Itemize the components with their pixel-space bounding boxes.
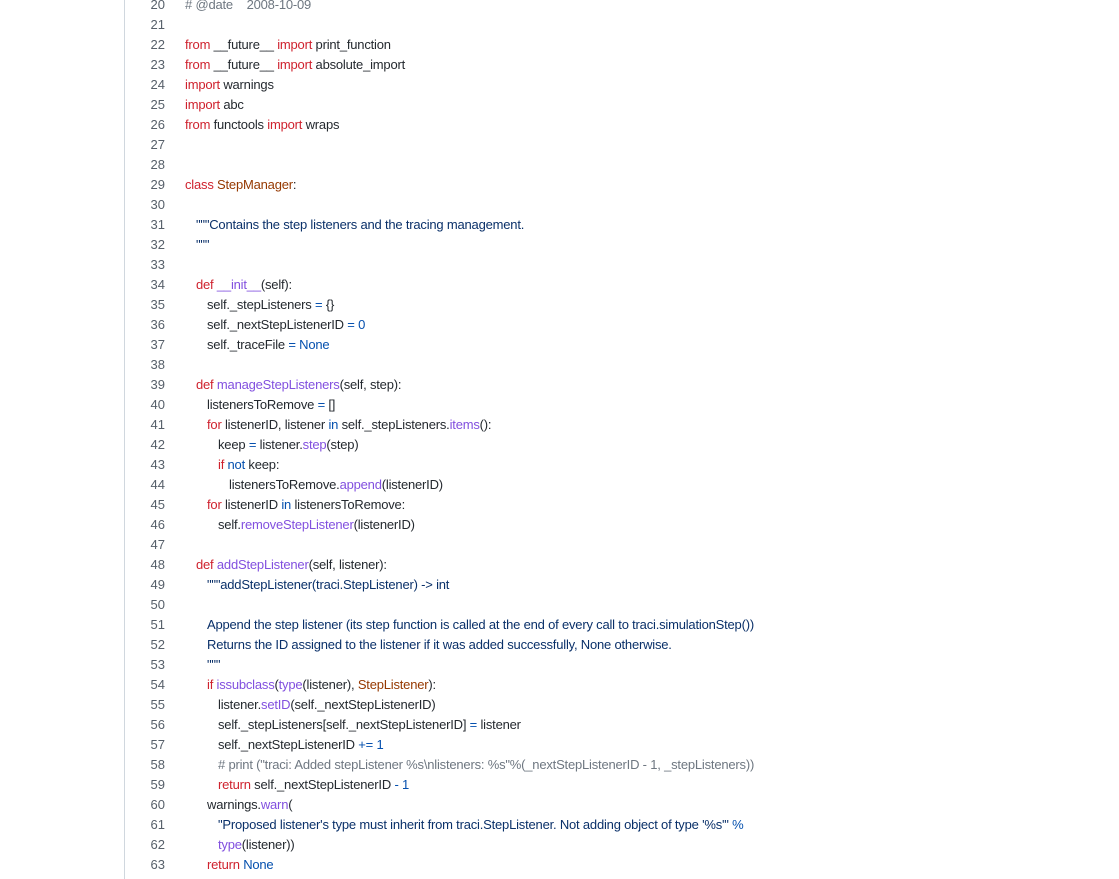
code-text (165, 655, 220, 675)
code-token: StepManager (217, 177, 293, 192)
code-text (165, 835, 294, 855)
code-text (165, 0, 311, 15)
code-token: (listenerID) (381, 477, 443, 492)
code-token: += (358, 737, 374, 752)
line-number[interactable]: 20 (150, 0, 165, 12)
code-text (165, 255, 185, 275)
code-token: (self, listener): (308, 557, 387, 572)
code-token: 0 (358, 317, 366, 332)
code-text (165, 575, 449, 595)
code-token: """ (196, 237, 210, 252)
code-token: import (267, 117, 303, 132)
code-line (125, 755, 1119, 775)
code-token: listenersToRemove: (291, 497, 405, 512)
code-line (125, 495, 1119, 515)
code-token: [] (324, 397, 336, 412)
line-number[interactable]: 58 (150, 757, 165, 772)
code-text (165, 75, 274, 95)
code-line (125, 475, 1119, 495)
code-token: = (248, 437, 257, 452)
line-number[interactable]: 28 (150, 157, 165, 172)
code-line (125, 715, 1119, 735)
code-token: = (315, 297, 323, 312)
code-line (125, 0, 1119, 15)
code-line (125, 315, 1119, 335)
code-text (165, 35, 391, 55)
code-line (125, 215, 1119, 235)
code-token: absolute_import (312, 57, 406, 72)
line-number[interactable]: 45 (150, 497, 165, 512)
line-number[interactable]: 56 (150, 717, 165, 732)
code-token: : (292, 177, 297, 192)
line-number[interactable]: 49 (150, 577, 165, 592)
line-number[interactable]: 61 (150, 817, 165, 832)
code-line (125, 815, 1119, 835)
code-text (165, 275, 292, 295)
code-token: Append the step listener (its step function is called at the end of every call to traci.simulationStep()) (207, 617, 754, 632)
code-token: in (281, 497, 292, 512)
code-line (125, 735, 1119, 755)
code-text (165, 335, 329, 355)
code-text (165, 395, 335, 415)
code-token: 1 (376, 737, 384, 752)
code-line (125, 55, 1119, 75)
code-text (165, 755, 754, 775)
code-text (165, 795, 292, 815)
code-token: (self._nextStepListenerID) (290, 697, 436, 712)
code-text (165, 555, 387, 575)
code-token: import (277, 57, 313, 72)
code-line (125, 655, 1119, 675)
code-line (125, 395, 1119, 415)
line-number[interactable]: 51 (150, 617, 165, 632)
code-token: (listenerID) (353, 517, 415, 532)
code-token: if (218, 457, 225, 472)
code-text (165, 695, 435, 715)
code-token: ( (274, 677, 279, 692)
code-token: for (207, 497, 222, 512)
line-number[interactable]: 34 (150, 277, 165, 292)
code-token: (self): (260, 277, 292, 292)
code-token: items (449, 417, 480, 432)
code-token: type (218, 837, 242, 852)
code-text (165, 95, 244, 115)
code-token: """Contains the step listeners and the tracing management. (196, 217, 525, 232)
code-token: from (185, 37, 211, 52)
line-number[interactable]: 63 (150, 857, 165, 872)
line-number[interactable]: 62 (150, 837, 165, 852)
code-line (125, 595, 1119, 615)
line-number[interactable]: 22 (150, 37, 165, 52)
code-text (165, 675, 436, 695)
code-token: (self, step): (339, 377, 402, 392)
code-token: """addStepListener(traci.StepListener) -> int (207, 577, 450, 592)
code-line (125, 335, 1119, 355)
code-token: # print ("traci: Added stepListener %s\nlisteners: %s"%(_nextStepListenerID - 1, _stepListeners)) (218, 757, 755, 772)
code-text (165, 55, 405, 75)
code-line (125, 775, 1119, 795)
line-number[interactable]: 57 (150, 737, 165, 752)
line-number[interactable]: 42 (150, 437, 165, 452)
code-token: from (185, 57, 211, 72)
code-token: """ (207, 657, 221, 672)
line-number[interactable]: 41 (150, 417, 165, 432)
code-text (165, 375, 401, 395)
code-token: in (328, 417, 339, 432)
code-token: manageStepListeners (216, 377, 340, 392)
code-text (165, 715, 521, 735)
code-text (165, 775, 409, 795)
code-line (125, 675, 1119, 695)
line-number[interactable]: 55 (150, 697, 165, 712)
code-token: (step) (326, 437, 359, 452)
code-line (125, 435, 1119, 455)
code-text (165, 615, 754, 635)
code-token: addStepListener (216, 557, 309, 572)
code-token: (listener), (302, 677, 358, 692)
code-text (165, 15, 185, 35)
code-token: from (185, 117, 211, 132)
code-token: # @date 2008-10-09 (185, 0, 312, 12)
code-line (125, 855, 1119, 875)
code-token: "Proposed listener's type must inherit from traci.StepListener. Not adding object of type '%s'" (218, 817, 729, 832)
line-number[interactable]: 35 (150, 297, 165, 312)
code-token: listenerID, listener (221, 417, 329, 432)
code-token: class (185, 177, 214, 192)
code-line (125, 255, 1119, 275)
code-token: setID (261, 697, 291, 712)
code-token: warnings (219, 77, 274, 92)
code-text (165, 175, 296, 195)
code-text (165, 135, 185, 155)
code-line (125, 235, 1119, 255)
code-token: keep: (245, 457, 280, 472)
code-text (165, 315, 365, 335)
code-token: = (288, 337, 296, 352)
code-token: return (207, 857, 240, 872)
code-token: listenersToRemove (207, 397, 318, 412)
code-token: import (185, 97, 220, 112)
code-text (165, 295, 334, 315)
code-text (165, 495, 405, 515)
code-line (125, 195, 1119, 215)
code-token: warn (260, 797, 289, 812)
line-number[interactable]: 43 (150, 457, 165, 472)
code-token: StepListener (357, 677, 429, 692)
code-token: listener (477, 717, 521, 732)
line-number[interactable]: 59 (150, 777, 165, 792)
code-line (125, 555, 1119, 575)
code-token: % (732, 817, 744, 832)
code-token: = (317, 397, 325, 412)
code-token: (listener)) (241, 837, 295, 852)
code-token: 1 (402, 777, 410, 792)
line-number[interactable]: 48 (150, 557, 165, 572)
code-line (125, 275, 1119, 295)
code-text (165, 475, 443, 495)
code-token: step (302, 437, 327, 452)
code-token: None (299, 337, 330, 352)
code-token: {} (322, 297, 335, 312)
line-number[interactable]: 40 (150, 397, 165, 412)
line-number[interactable]: 27 (150, 137, 165, 152)
line-number[interactable]: 37 (150, 337, 165, 352)
code-token: = (469, 717, 478, 732)
code-text (165, 415, 491, 435)
code-line (125, 695, 1119, 715)
code-token: append (339, 477, 382, 492)
code-token: type (278, 677, 303, 692)
code-line (125, 835, 1119, 855)
code-token: self._stepListeners. (338, 417, 450, 432)
code-line (125, 535, 1119, 555)
code-token: - (394, 777, 399, 792)
line-number[interactable]: 33 (150, 257, 165, 272)
code-line (125, 795, 1119, 815)
code-token: self. (218, 517, 241, 532)
code-token: functools (210, 117, 268, 132)
line-number[interactable]: 54 (150, 677, 165, 692)
code-text (165, 735, 384, 755)
code-token: = (347, 317, 355, 332)
code-token: wraps (302, 117, 340, 132)
line-number[interactable]: 32 (150, 237, 165, 252)
code-token: self._nextStepListenerID (207, 317, 348, 332)
code-line (125, 35, 1119, 55)
code-text (165, 155, 185, 175)
code-token: if (207, 677, 214, 692)
code-line (125, 635, 1119, 655)
line-number[interactable]: 52 (150, 637, 165, 652)
code-token: print_function (312, 37, 391, 52)
code-text (165, 515, 415, 535)
code-line (125, 135, 1119, 155)
code-token: listener. (218, 697, 262, 712)
code-token: keep (218, 437, 249, 452)
line-number[interactable]: 24 (150, 77, 165, 92)
code-token: def (196, 277, 214, 292)
code-token: self._nextStepListenerID (250, 777, 395, 792)
code-token: listener. (256, 437, 303, 452)
line-number[interactable]: 25 (150, 97, 165, 112)
code-line (125, 575, 1119, 595)
line-number[interactable]: 29 (150, 177, 165, 192)
line-number[interactable]: 38 (150, 357, 165, 372)
code-token: warnings. (207, 797, 261, 812)
line-number[interactable]: 23 (150, 57, 165, 72)
code-token: import (277, 37, 313, 52)
code-token: listenerID (221, 497, 282, 512)
code-text (165, 355, 185, 375)
code-text (165, 595, 185, 615)
code-token: for (207, 417, 222, 432)
line-number[interactable]: 21 (150, 17, 165, 32)
code-view[interactable] (125, 0, 1119, 875)
code-token: __init__ (216, 277, 261, 292)
code-token: (): (479, 417, 492, 432)
code-text (165, 235, 209, 255)
code-line (125, 415, 1119, 435)
code-line (125, 615, 1119, 635)
code-line (125, 15, 1119, 35)
code-line (125, 355, 1119, 375)
line-number[interactable]: 36 (150, 317, 165, 332)
code-token: not (227, 457, 246, 472)
code-token: def (196, 377, 214, 392)
code-text (165, 455, 279, 475)
code-line (125, 375, 1119, 395)
line-number[interactable]: 60 (150, 797, 165, 812)
line-number[interactable]: 46 (150, 517, 165, 532)
code-token: listenersToRemove. (229, 477, 340, 492)
code-token: ): (428, 677, 436, 692)
code-text (165, 855, 273, 875)
code-text (165, 435, 358, 455)
line-number[interactable]: 47 (150, 537, 165, 552)
code-line (125, 295, 1119, 315)
code-token: __future__ (210, 37, 278, 52)
code-line (125, 515, 1119, 535)
line-number[interactable]: 53 (150, 657, 165, 672)
code-token: __future__ (210, 57, 278, 72)
code-token: return (218, 777, 251, 792)
code-line (125, 455, 1119, 475)
code-token: self._traceFile (207, 337, 289, 352)
code-token: ( (288, 797, 293, 812)
line-number[interactable]: 31 (150, 217, 165, 232)
code-line (125, 75, 1119, 95)
code-token: removeStepListener (240, 517, 354, 532)
code-token: None (243, 857, 274, 872)
code-token: issubclass (216, 677, 275, 692)
code-text (165, 195, 185, 215)
line-number[interactable]: 44 (150, 477, 165, 492)
line-number[interactable]: 26 (150, 117, 165, 132)
code-text (165, 815, 744, 835)
code-token: import (185, 77, 220, 92)
code-token: self._stepListeners[self._nextStepListenerID] (218, 717, 470, 732)
code-text (165, 635, 672, 655)
line-number[interactable]: 50 (150, 597, 165, 612)
code-line (125, 95, 1119, 115)
line-number[interactable]: 30 (150, 197, 165, 212)
code-token: abc (219, 97, 244, 112)
code-token: Returns the ID assigned to the listener if it was added successfully, None otherwise. (207, 637, 672, 652)
code-line (125, 155, 1119, 175)
code-text (165, 215, 524, 235)
line-number[interactable]: 39 (150, 377, 165, 392)
code-token: self._nextStepListenerID (218, 737, 359, 752)
code-token: self._stepListeners (207, 297, 316, 312)
code-line (125, 115, 1119, 135)
code-text (165, 115, 339, 135)
code-line (125, 175, 1119, 195)
code-token: def (196, 557, 214, 572)
code-text (165, 535, 185, 555)
